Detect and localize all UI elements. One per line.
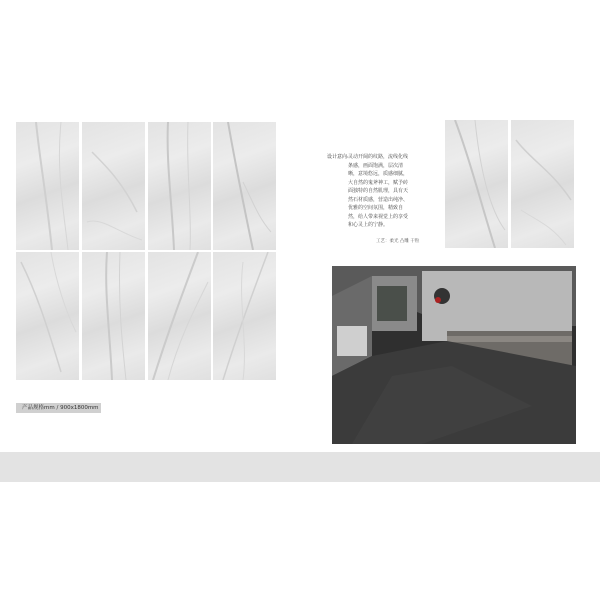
marble-tile-2 [82, 122, 145, 250]
design-intent-body: 灵动开阔的纹路，流线化线条感，画面饱满，层次清晰，意境悠远，质感细腻，大自然的鬼斧神工，赋予砖面独特的自然肌理，具有天然石材质感，营造出纯净、优雅的空间氛围，精致自然，给人带来视觉上的享受和心灵上的宁静。 [348, 154, 409, 228]
marble-tile-7 [148, 252, 211, 380]
spec-separator: / [56, 405, 61, 411]
spec-caption [22, 404, 99, 412]
spec-label: 产品规格mm [22, 405, 55, 411]
marble-tile-9 [445, 120, 508, 248]
craft-note: 工艺：柔光 凸雕 干粒 [376, 239, 420, 244]
marble-tile-10 [511, 120, 574, 248]
marble-tile-5 [16, 252, 79, 380]
marble-tile-6 [82, 252, 145, 380]
marble-tile-3 [148, 122, 211, 250]
spec-size: 900x1800mm [60, 405, 99, 411]
interior-scene-image [332, 266, 576, 444]
marble-tile-8 [213, 252, 276, 380]
design-intent-label: 设计意向: [327, 154, 349, 160]
marble-tile-4 [213, 122, 276, 250]
footer-band [0, 452, 600, 482]
marble-tile-1 [16, 122, 79, 250]
